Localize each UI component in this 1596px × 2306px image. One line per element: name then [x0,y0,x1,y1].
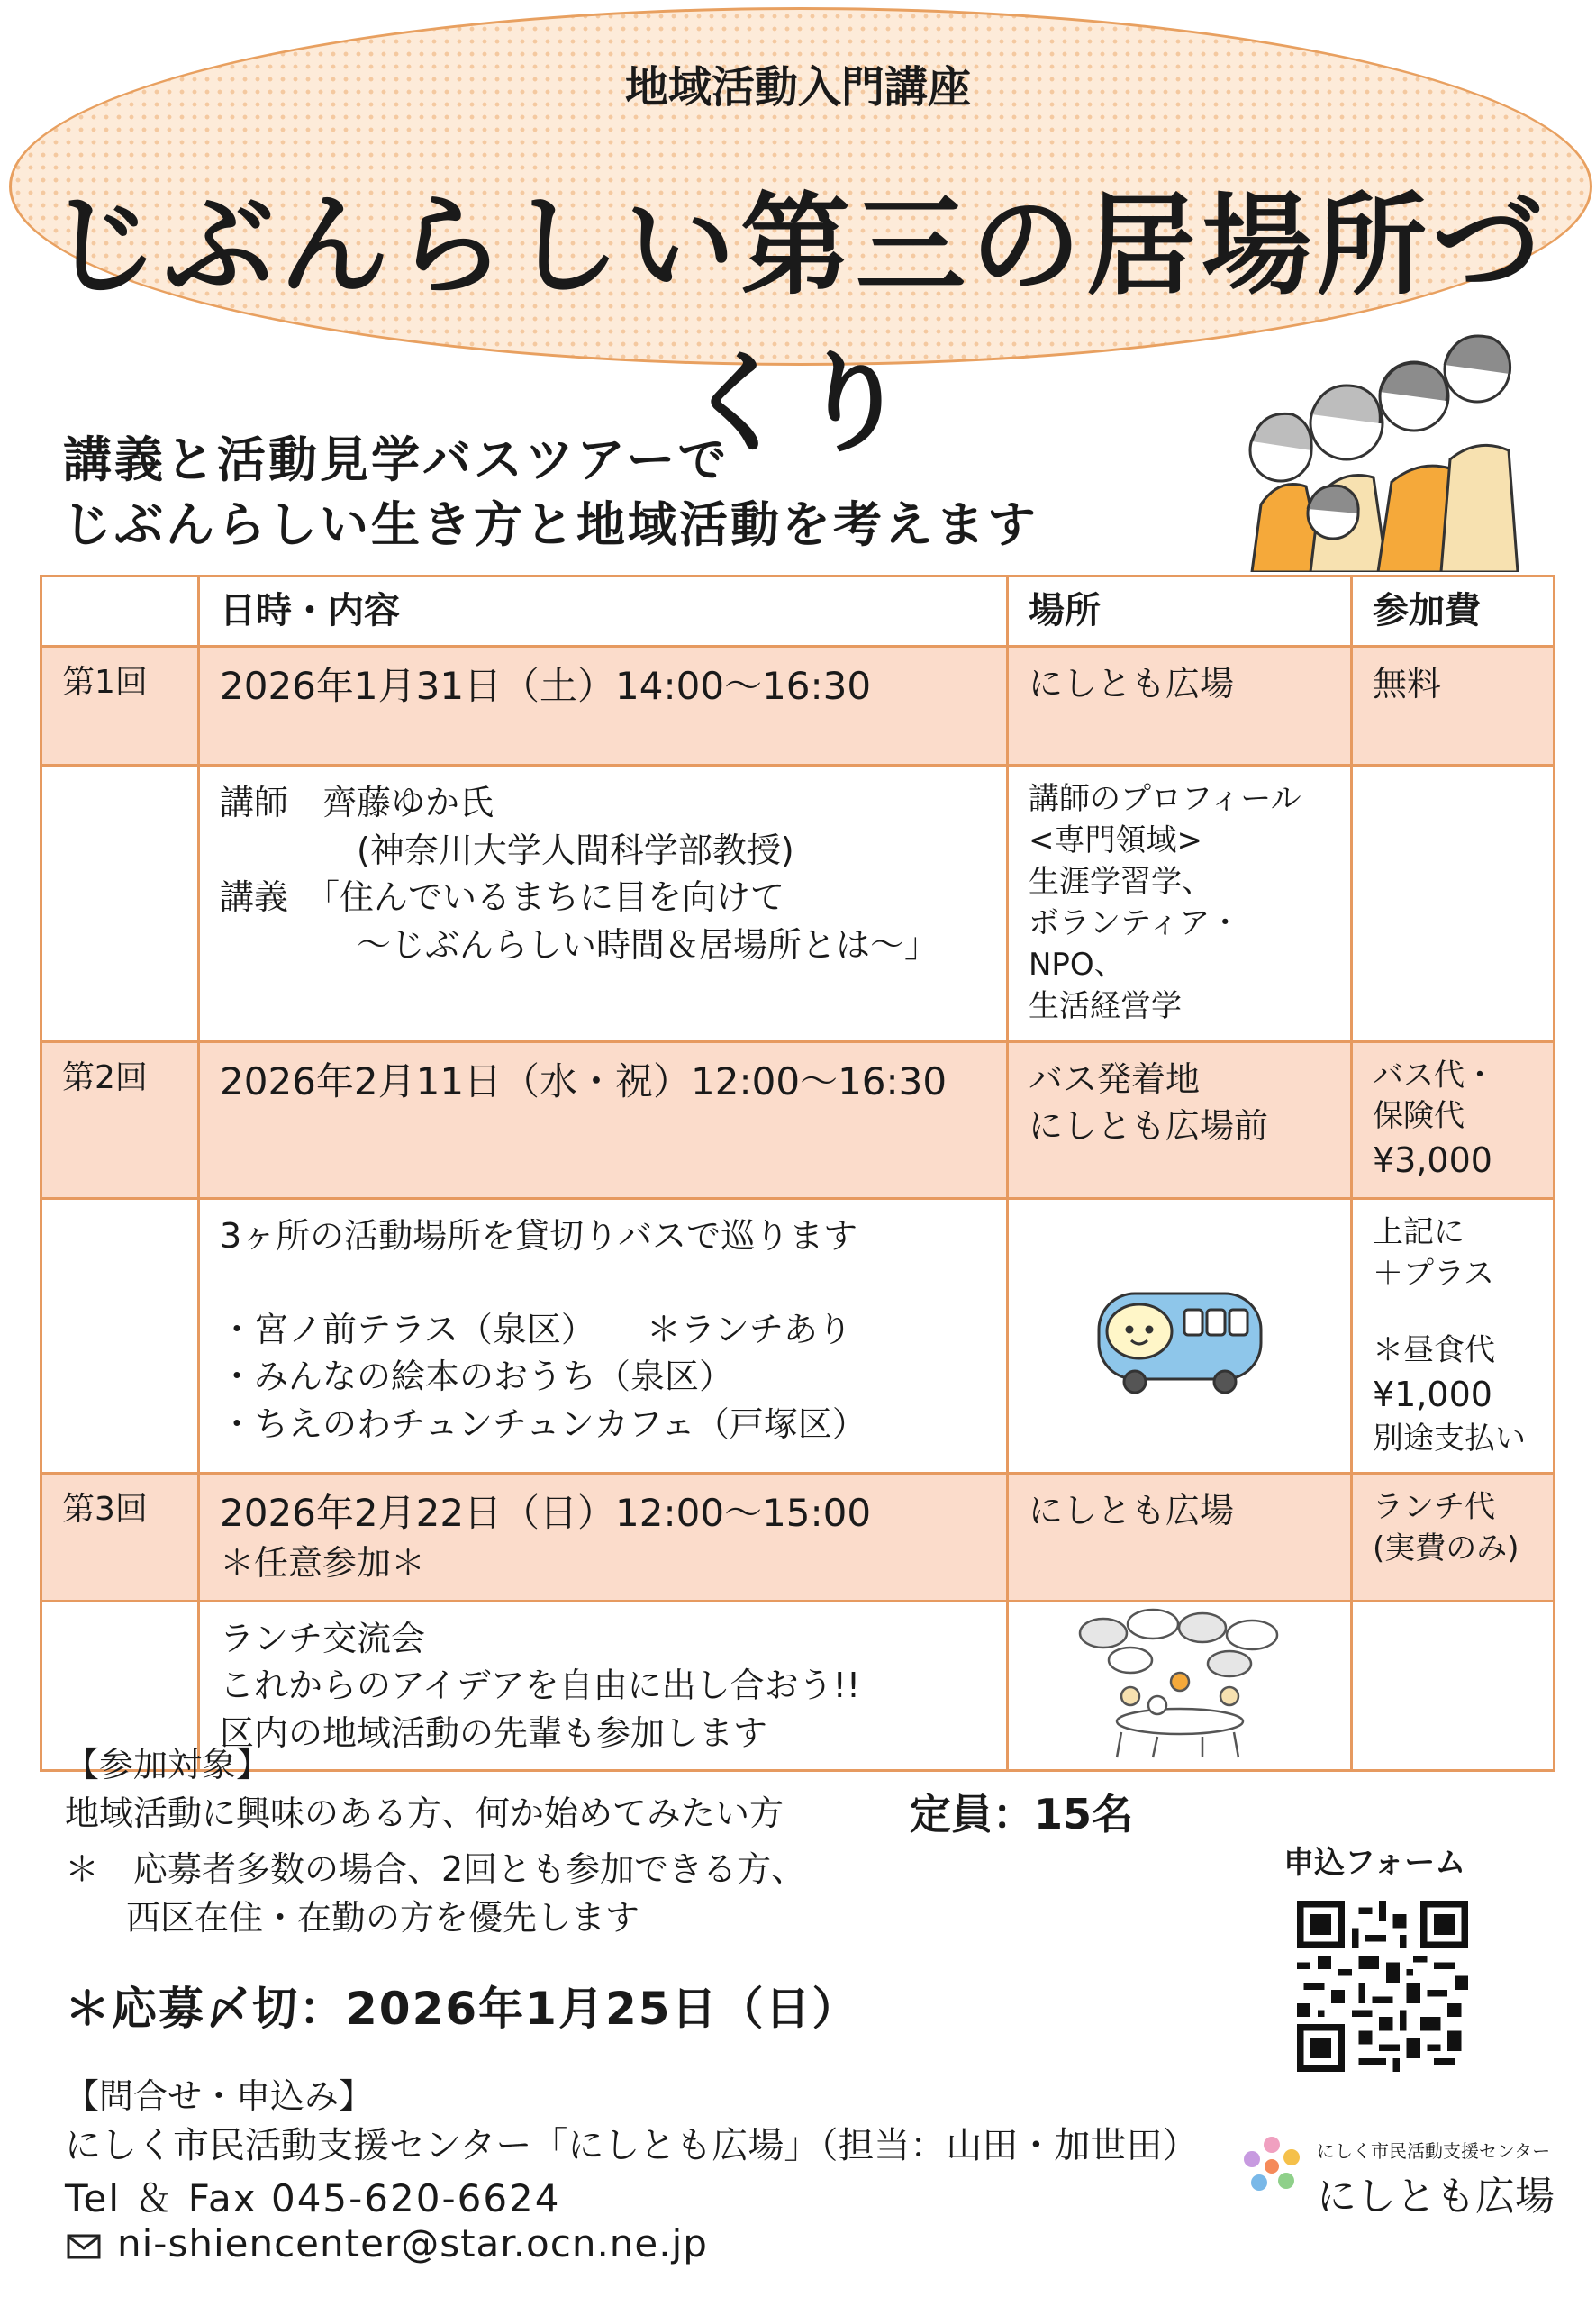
header-datetime: 日時・内容 [199,576,1008,647]
datetime-cell: 2026年2月22日（日）12:00～15:00 ＊任意参加＊ [199,1474,1008,1601]
schedule-table [40,575,1555,1772]
target-heading: 【参加対象】 [65,1745,271,1784]
place-cell [1008,1198,1352,1474]
bus-illustration [1090,1276,1270,1402]
content-cell: 3ヶ所の活動場所を貸切りバスで巡ります ・宮ノ前テラス（泉区） ＊ランチあり ・みんなの絵本のおうち（泉区） ・ちえのわチュンチュンカフェ（戸塚区） [199,1198,1008,1474]
content-cell: ランチ交流会 これからのアイデアを自由に出し合おう!! 区内の地域活動の先輩も参加します [199,1601,1008,1770]
course-label: 地域活動入門講座 [624,62,971,113]
round-label [41,1198,199,1474]
fee-cell: バス代・ 保険代 ¥3,000 [1352,1041,1555,1198]
round-label [41,766,199,1041]
table-header-row [41,576,1555,647]
round-label: 第3回 [41,1474,199,1601]
target-text: 地域活動に興味のある方、何か始めてみたい方 [65,1793,784,1833]
fee-cell: 無料 [1352,647,1555,766]
logo-name: にしとも広場 [1317,2174,1555,2220]
inquiry-heading: 【問合せ・申込み】 [65,2076,374,2116]
table-row [41,1198,1555,1474]
place-cell: 講師のプロフィール <専門領域> 生涯学習学、 ボランティア・NPO、 生活経営学 [1008,766,1352,1041]
header-place: 場所 [1008,576,1352,647]
table-row [41,1041,1555,1198]
fee-cell [1352,1601,1555,1770]
fee-cell: ランチ代 (実費のみ) [1352,1474,1555,1601]
tel-fax-text: Tel ＆ Fax 045-620-6624 [65,2176,561,2220]
place-cell: バス発着地 にしとも広場前 [1008,1041,1352,1198]
datetime-cell: 2026年1月31日（土）14:00～16:30 [199,647,1008,766]
fee-cell: 上記に ＋プラス ＊昼食代 ¥1,000 別途支払い [1352,1198,1555,1474]
deadline-text: ＊応募〆切：2026年1月25日（日） [65,1983,859,2035]
family-illustration [1225,324,1522,572]
content-cell: 講師 齊藤ゆか氏 (神奈川大学人間科学部教授) 講義 「住んでいるまちに目を向けて ～じぶんらしい時間＆居場所とは～」 [199,766,1008,1041]
place-cell [1008,1601,1352,1770]
lunch-meeting-illustration [1067,1606,1292,1759]
place-cell: にしとも広場 [1008,647,1352,766]
capacity-label: 定員：15名 [910,1790,1134,1838]
round-label: 第2回 [41,1041,199,1198]
priority-note-2: 西区在住・在勤の方を優先します [126,1898,640,1938]
table-row [41,1474,1555,1601]
qr-code[interactable] [1297,1901,1468,2072]
subtitle-line-1: 講義と活動見学バスツアーで [63,431,730,488]
fee-cell [1352,766,1555,1041]
organization-text: にしく市民活動支援センター「にしとも広場」（担当：山田・加世田） [65,2125,1199,2166]
round-label: 第1回 [41,647,199,766]
table-row [41,647,1555,766]
mail-icon [67,2234,101,2259]
email-link[interactable]: ni-shiencenter@star.ocn.ne.jp [117,2221,708,2265]
place-cell: にしとも広場 [1008,1474,1352,1601]
header-fee: 参加費 [1352,576,1555,647]
form-label: 申込フォーム [1283,1845,1466,1881]
logo-flower-icon [1236,2130,1308,2202]
page-title: じぶんらしい第三の居場所づくり [49,182,1547,468]
subtitle-line-2: じぶんらしい生き方と地域活動を考えます [63,496,1038,553]
header-round [41,576,199,647]
table-row [41,766,1555,1041]
datetime-cell: 2026年2月11日（水・祝）12:00～16:30 [199,1041,1008,1198]
priority-note-1: ＊ 応募者多数の場合、2回とも参加できる方、 [65,1849,806,1889]
logo-subtitle: にしく市民活動支援センター [1317,2140,1551,2162]
